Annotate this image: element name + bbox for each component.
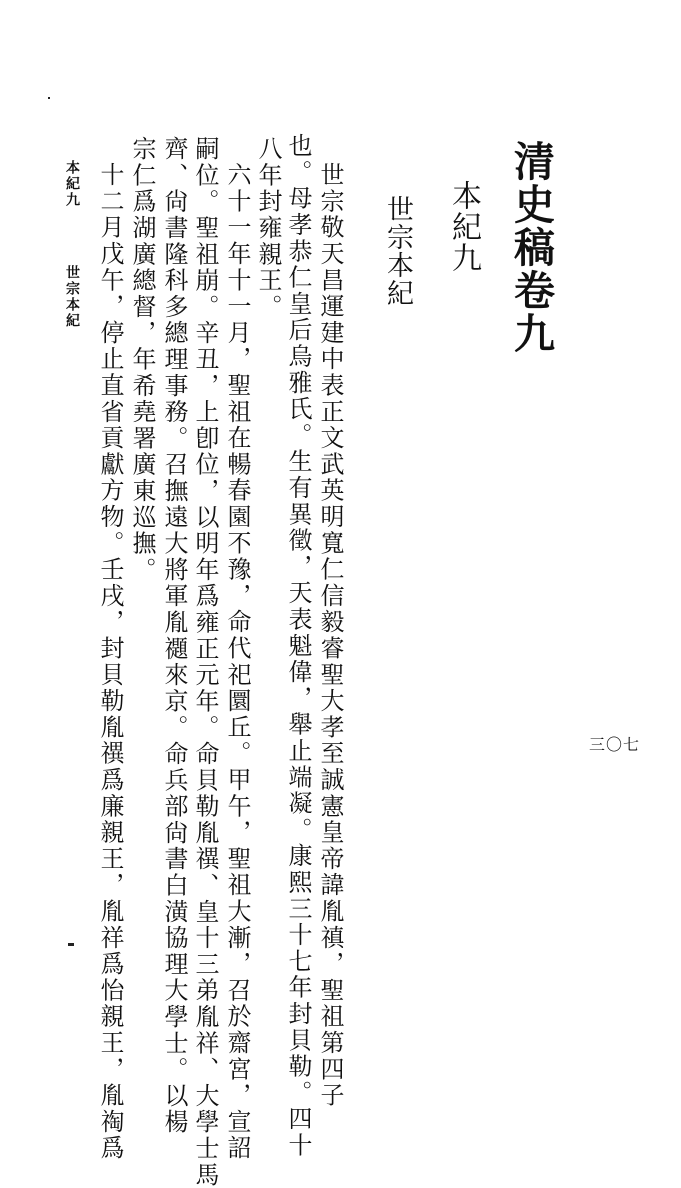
book-title: 清史稿卷九 bbox=[507, 140, 555, 355]
text-column: 十二月戊午，停止直省貢獻方物。壬戌，封貝勒胤禩爲廉親王，胤祥爲怡親王，胤祹爲 bbox=[96, 162, 124, 1162]
scan-speck bbox=[48, 97, 50, 99]
text-column: 宗仁爲湖廣總督，年希堯署廣東巡撫。 bbox=[128, 136, 156, 584]
footer-chapter: 本紀九 bbox=[64, 160, 80, 208]
page-number: 三〇七 bbox=[589, 735, 641, 754]
scan-speck bbox=[68, 943, 74, 946]
text-column: 世宗敬天昌運建中表正文武英明寬仁信毅睿聖大孝至誠憲皇帝諱胤禛，聖祖第四子 bbox=[316, 162, 344, 1109]
text-column: 八年封雍親王。 bbox=[254, 136, 282, 321]
text-column: 嗣位。聖祖崩。辛丑，上卽位，以明年爲雍正元年。命貝勒胤禩、皇十三弟胤祥、大學士馬 bbox=[191, 136, 219, 1188]
text-column: 齊、尙書隆科多總理事務。召撫遠大將軍胤禵來京。命兵部尙書白潢協理大學士。以楊 bbox=[160, 136, 188, 1136]
text-column: 也。母孝恭仁皇后烏雅氏。生有異徵，天表魁偉，舉止端凝。康熙三十七年封貝勒。四十 bbox=[284, 133, 312, 1159]
text-column: 六十一年十一月，聖祖在暢春園不豫，命代祀圜丘。甲午，聖祖大漸，召於齋宮，宣詔 bbox=[223, 162, 251, 1162]
chapter-heading: 本紀九 bbox=[446, 180, 481, 273]
annal-title: 世宗本紀 bbox=[382, 195, 413, 307]
footer-section: 世宗本紀 bbox=[64, 265, 80, 329]
